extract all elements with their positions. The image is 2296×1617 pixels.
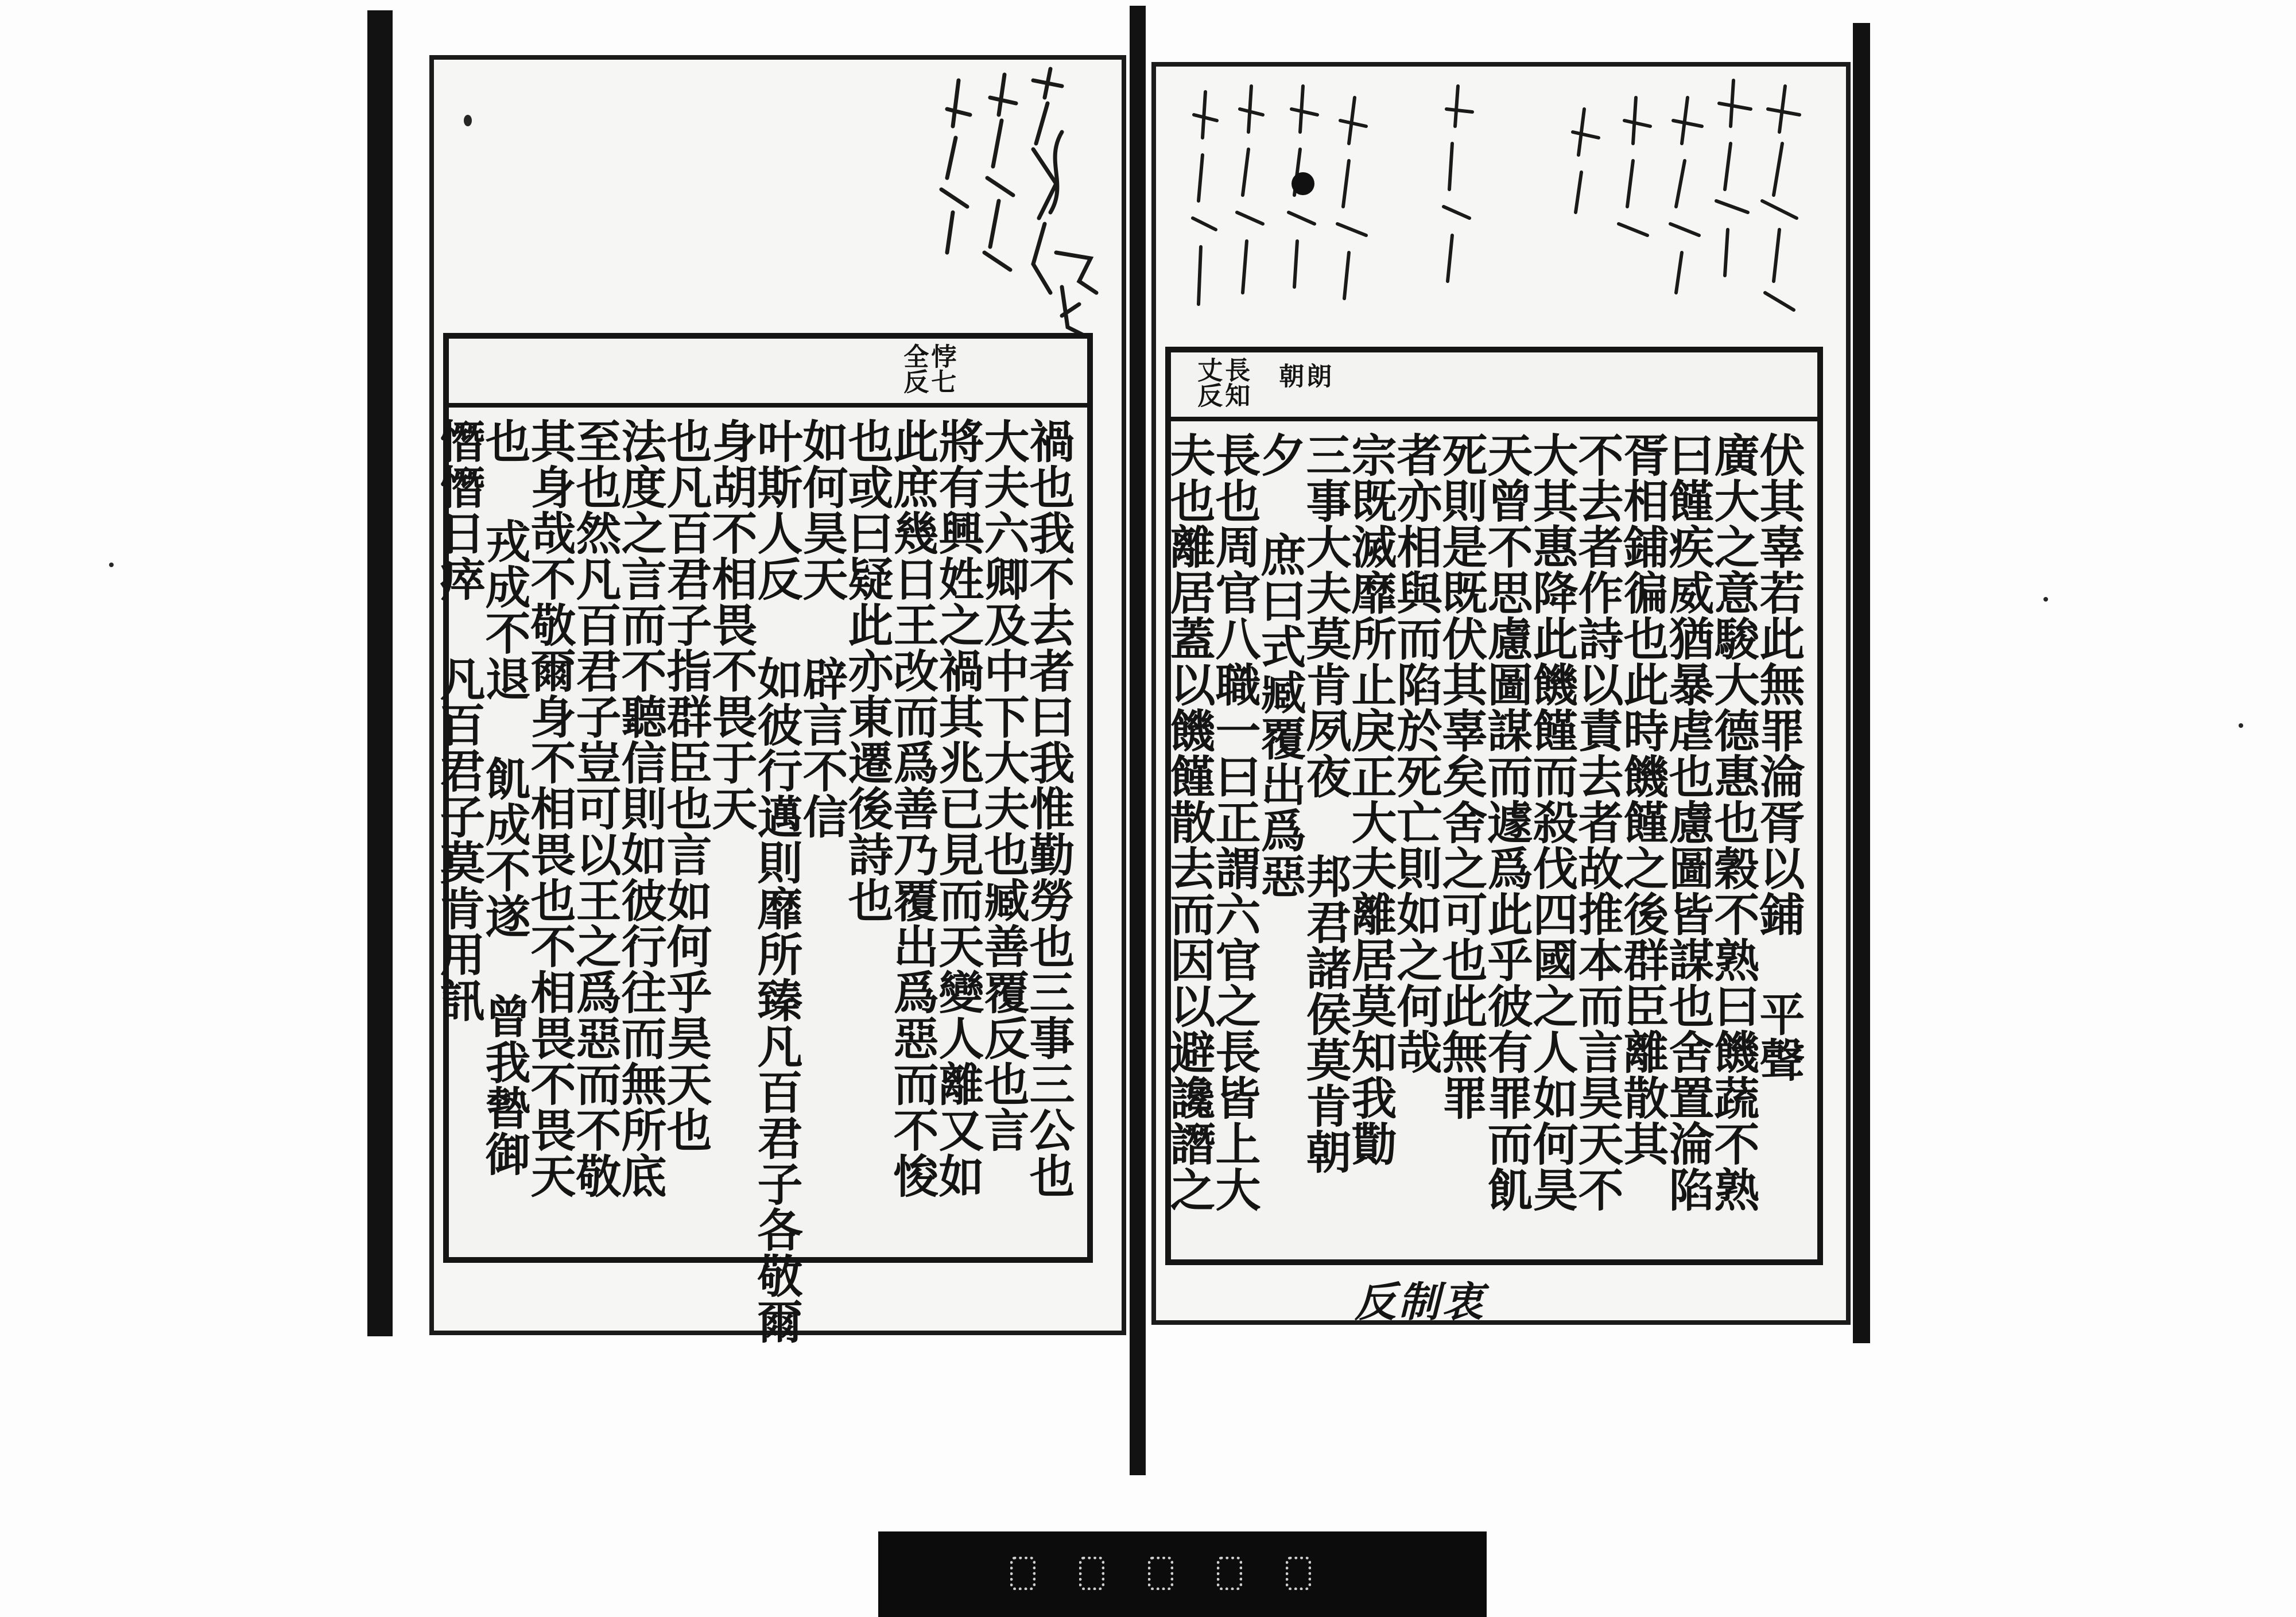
- right-text-block: [1162, 347, 1823, 1265]
- left-book-edge: [367, 10, 393, 1336]
- text-column: 如何昊天 辟言不信: [795, 418, 848, 839]
- text-column: 曰饉疾威猶暴虐也慮圖皆謀也舍置淪陷: [1661, 432, 1715, 1212]
- scan-speck: [109, 563, 114, 567]
- right-book-edge: [1853, 23, 1870, 1343]
- text-column: 天曾不思慮圖謀而遽爲此乎彼有罪而飢: [1480, 432, 1533, 1212]
- bottom-handwritten-note: 反制衷: [1355, 1277, 1486, 1326]
- stand-decoration: [1286, 1557, 1311, 1590]
- scan-speck: [2043, 597, 2048, 602]
- stand-decoration: [1079, 1557, 1104, 1590]
- stand-decoration: [1217, 1557, 1242, 1590]
- scan-speck: [2239, 723, 2243, 728]
- right-header-note: 長知: [1220, 357, 1250, 408]
- text-column: 也凡百君子指群臣也言如何乎昊天也: [659, 418, 712, 1153]
- text-column: 大其惠降此饑饉而殺伐四國之人如何昊: [1525, 432, 1578, 1212]
- right-header-note: 朝: [1274, 363, 1304, 388]
- text-column: 也 戎成不退 飢成不遂 曾我暬御: [478, 418, 531, 1177]
- text-column: 廣大之意駿大德惠也穀不熟曰饑蔬不熟: [1707, 432, 1760, 1212]
- text-column: 至也然凡百君子豈可以王之爲惡而不敬: [568, 418, 622, 1199]
- text-column: 死則是既伏其辜矣舍之可也此無罪: [1434, 432, 1488, 1120]
- text-column: 此庶幾日王改而爲善乃覆出爲惡而不悛: [886, 418, 939, 1199]
- text-column: 大夫六卿及中下大夫也臧善覆反也言: [976, 418, 1030, 1153]
- stand-decoration: [1010, 1557, 1035, 1590]
- text-column: 法度之言而不聽信則如彼行往而無所底: [614, 418, 667, 1199]
- right-header-note: 朗: [1302, 363, 1332, 388]
- left-block-header-band: [449, 339, 1087, 408]
- text-column: 長也周官八職一曰正謂六官之長皆上大: [1208, 432, 1261, 1212]
- text-column: 將有興姓之禍其兆已見而天變人離又如: [931, 418, 984, 1199]
- text-column: 不去者作詩以責去者故推本而言昊天不: [1570, 432, 1624, 1212]
- text-column: 其身哉不敬爾身不相畏也不相畏不畏天: [523, 418, 576, 1199]
- stand-decoration: [1148, 1557, 1173, 1590]
- text-column: 宗既滅靡所止戾正大夫離居莫知我勩: [1344, 432, 1397, 1166]
- text-column: 身胡不相畏不畏于天: [704, 418, 758, 831]
- text-column: 夕 庶曰式臧覆出爲惡: [1253, 432, 1306, 899]
- text-column: 憯憯日瘁 凡百君子莫肯用訊: [432, 418, 486, 1023]
- left-header-note: 悖七: [926, 343, 956, 394]
- text-column: 者亦相與而陷於死亡則如之何哉: [1389, 432, 1442, 1075]
- right-block-header-band: [1171, 352, 1817, 421]
- text-column: 伏其辜若此無罪淪胥以鋪 平聲: [1752, 432, 1805, 1083]
- text-column: 夫也離居蓋以饑饉散去而因以避讒譖之: [1162, 432, 1216, 1212]
- left-text-block: [432, 333, 1093, 1344]
- left-header-note: 全反: [899, 343, 929, 394]
- left-text-columns: [432, 408, 1087, 1344]
- text-column: 禍也我不去者曰我惟勤勞也三事三公也: [1022, 418, 1075, 1199]
- center-binding-gutter: [1130, 6, 1146, 1475]
- text-column: 三事大夫莫肯夙夜 邦君諸侯莫肯朝: [1298, 432, 1352, 1174]
- text-column: 胥相鋪徧也此時饑饉之後群臣離散其: [1616, 432, 1669, 1166]
- right-marginal-annotations: [1182, 63, 1814, 333]
- book-stand-base: [878, 1531, 1487, 1617]
- text-column: 也或曰疑此亦東遷後詩也: [840, 418, 894, 923]
- scan-speck: [464, 115, 472, 126]
- right-text-columns: [1162, 421, 1817, 1259]
- text-column: 叶斯人反 如彼行邁則靡所臻凡百君子各敬爾: [750, 418, 803, 1344]
- right-header-note: 丈反: [1193, 357, 1223, 408]
